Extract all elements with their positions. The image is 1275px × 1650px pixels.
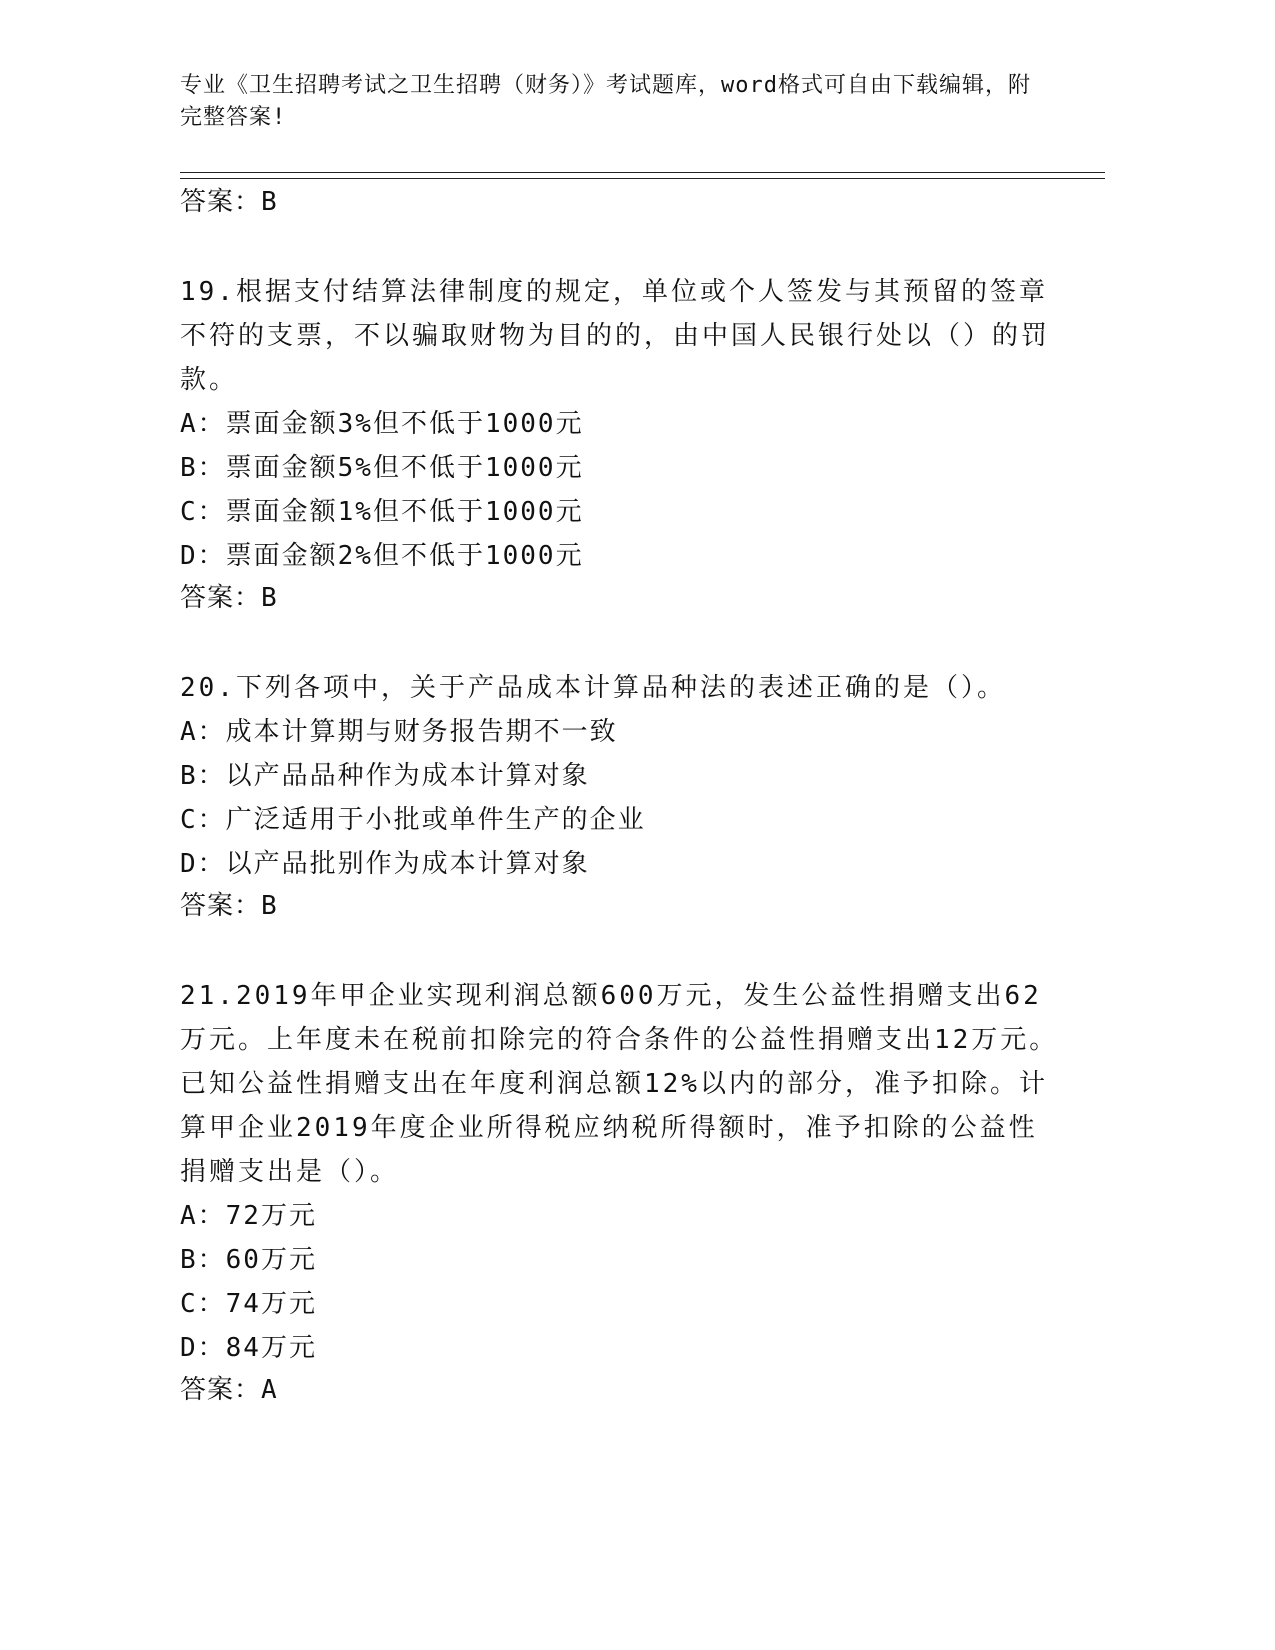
spacer (180, 222, 1060, 270)
option-a: A：72万元 (180, 1201, 317, 1231)
document-header: 专业《卫生招聘考试之卫生招聘（财务）》考试题库，word格式可自由下载编辑，附完整答案! (180, 73, 1031, 130)
question-text: 19.根据支付结算法律制度的规定，单位或个人签发与其预留的签章不符的支票，不以骗取财物为目的的，由中国人民银行处以（）的罚款。 (180, 277, 1051, 395)
question-block-21 (180, 974, 1060, 1410)
answer-value: B (261, 187, 278, 217)
answer-value: B (261, 583, 278, 613)
spacer (180, 926, 1060, 974)
answer-label: 答案： (180, 1375, 262, 1405)
option-b: B：票面金额5%但不低于1000元 (180, 453, 584, 483)
option-b: B：60万元 (180, 1245, 317, 1275)
spacer (180, 618, 1060, 666)
header-rule-bottom (180, 178, 1105, 179)
option-a: A：成本计算期与财务报告期不一致 (180, 717, 618, 747)
answer-label: 答案： (180, 187, 262, 217)
question-list (180, 182, 1060, 1410)
answer-line (180, 1370, 1060, 1410)
option-c: C：74万元 (180, 1289, 317, 1319)
header-rule-top (180, 172, 1105, 173)
question-text: 20.下列各项中，关于产品成本计算品种法的表述正确的是（）。 (180, 673, 1006, 703)
answer-label: 答案： (180, 583, 262, 613)
question-block-19 (180, 270, 1060, 618)
answer-line (180, 182, 1060, 222)
question-block-20 (180, 666, 1060, 926)
question-text: 21.2019年甲企业实现利润总额600万元，发生公益性捐赠支出62万元。上年度未在税前扣除完的符合条件的公益性捐赠支出12万元。已知公益性捐赠支出在年度利润总额12%以内的部分，准予扣除。计算甲企业2019年度企业所得税应纳税所得额时，准予扣除的公益性捐赠支出是（）。 (180, 981, 1059, 1187)
answer-value: A (261, 1375, 278, 1405)
answer-line (180, 886, 1060, 926)
option-b: B：以产品品种作为成本计算对象 (180, 761, 590, 791)
answer-label: 答案： (180, 891, 262, 921)
option-d: D：84万元 (180, 1333, 317, 1363)
option-c: C：票面金额1%但不低于1000元 (180, 497, 584, 527)
option-a: A：票面金额3%但不低于1000元 (180, 409, 584, 439)
option-d: D：票面金额2%但不低于1000元 (180, 541, 584, 571)
answer-value: B (261, 891, 278, 921)
option-d: D：以产品批别作为成本计算对象 (180, 849, 590, 879)
option-c: C：广泛适用于小批或单件生产的企业 (180, 805, 646, 835)
answer-line (180, 578, 1060, 618)
